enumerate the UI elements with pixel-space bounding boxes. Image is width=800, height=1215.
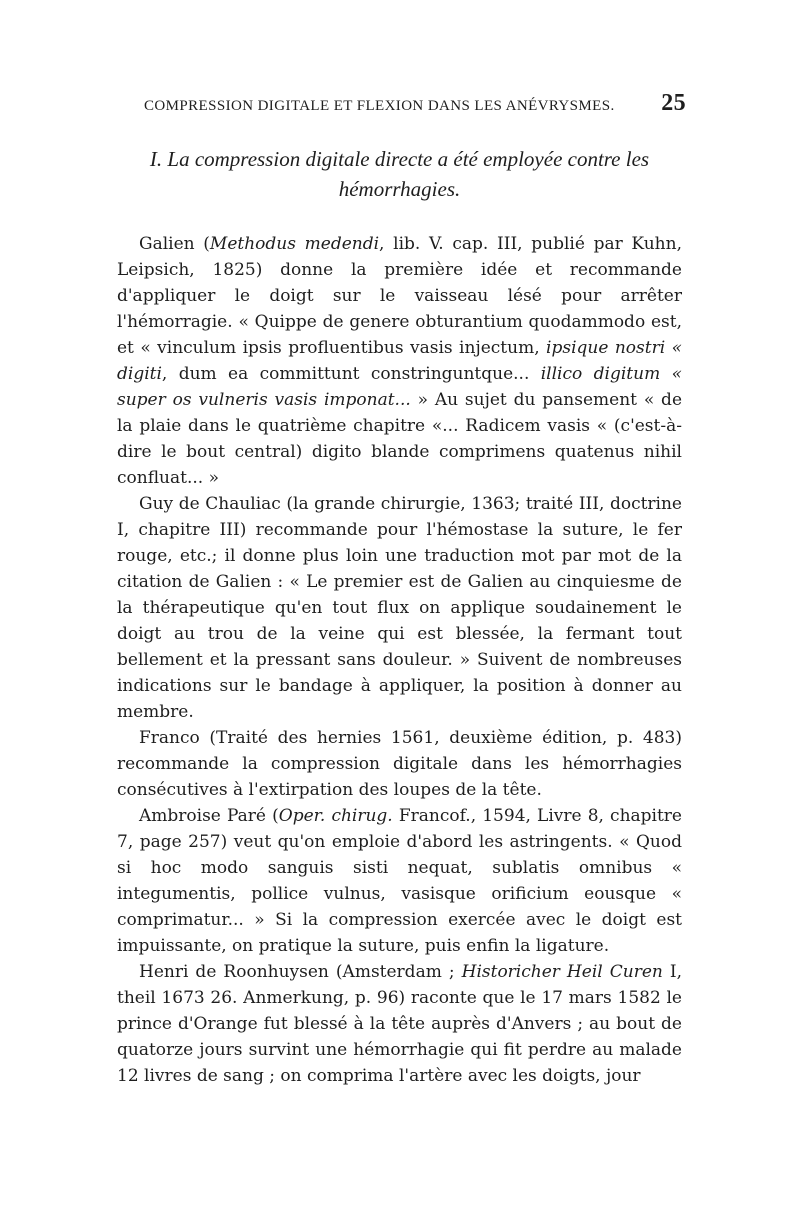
running-title: COMPRESSION DIGITALE ET FLEXION DANS LES ANÉVRYSMES. xyxy=(144,98,615,114)
body-text xyxy=(117,231,682,1089)
text-run: Ambroise Paré ( xyxy=(139,806,279,826)
text-run: Guy de Chauliac (la grande chirurgie, 1363; traité III, doctrine I, chapitre III) recommande pour l'hémostase la suture, le fer rouge, etc.; il donne plus loin une traduction mot par mot de la citation de Galien : « Le premier est de Galien au cinquiesme de la thérapeutique qu'en tout flux on applique soudainement le doigt au trou de la veine qui est blessée, la fermant tout bellement et la pressant sans douleur. » Suivent de nombreuses indications sur le bandage à appliquer, la position à donner au membre. xyxy=(117,494,682,722)
text-run: Franco (Traité des hernies 1561, deuxième édition, p. 483) recommande la compression digitale dans les hémorrhagies consécutives à l'extirpation des loupes de la tête. xyxy=(117,728,682,800)
italic-text-run: Historicher Heil Curen xyxy=(461,962,663,982)
section-heading: I. La compression digitale directe a été employée contre les hémorrhagies. xyxy=(149,147,650,201)
text-run: , lib. V. cap. III, publié par Kuhn, Leipsich, 1825) donne la première idée et recommande d'appliquer le doigt sur le vaisseau lésé pour arrêter l'hémorragie. « Quippe de genere obturantium quodammodo est, et « vinculum ipsis profluentibus vasis injectum, xyxy=(117,234,682,358)
italic-text-run: ipsique nostri « digiti xyxy=(117,338,682,384)
text-run: Galien ( xyxy=(139,234,210,254)
running-head xyxy=(117,90,686,122)
paragraph xyxy=(117,803,682,959)
italic-text-run: illico digitum « super os vulneris vasis imponat... xyxy=(117,364,682,410)
italic-text-run: Methodus medendi xyxy=(209,234,380,254)
page-number: 25 xyxy=(661,90,686,116)
italic-text-run: Oper. chirug. xyxy=(278,806,393,826)
paragraph xyxy=(117,959,682,1089)
text-run: » Au sujet du pansement « de la plaie dans le quatrième chapitre «... Radicem vasis « (c'est-à-dire le bout central) digito blande comprimens quatenus nihil confluat... » xyxy=(117,390,682,488)
paragraph xyxy=(117,725,682,803)
text-run: , dum ea committunt constringuntque... xyxy=(161,364,541,384)
text-run: Francof., 1594, Livre 8, chapitre 7, page 257) veut qu'on emploie d'abord les astringents. « Quod si hoc modo sanguis sisti nequat, sublatis omnibus « integumentis, pollice vulnus, vasisque orificium eousque « comprimatur... » Si la compression exercée avec le doigt est impuissante, on pratique la suture, puis enfin la ligature. xyxy=(117,806,682,956)
text-run: Henri de Roonhuysen (Amsterdam ; xyxy=(139,962,462,982)
paragraph xyxy=(117,491,682,725)
text-run: I, theil 1673 26. Anmerkung, p. 96) raconte que le 17 mars 1582 le prince d'Orange fut blessé à la tête auprès d'Anvers ; au bout de quatorze jours survint une hémorrhagie qui fit perdre au malade 12 livres de sang ; on comprima l'artère avec les doigts, jour xyxy=(117,962,682,1086)
paragraph xyxy=(117,231,682,491)
